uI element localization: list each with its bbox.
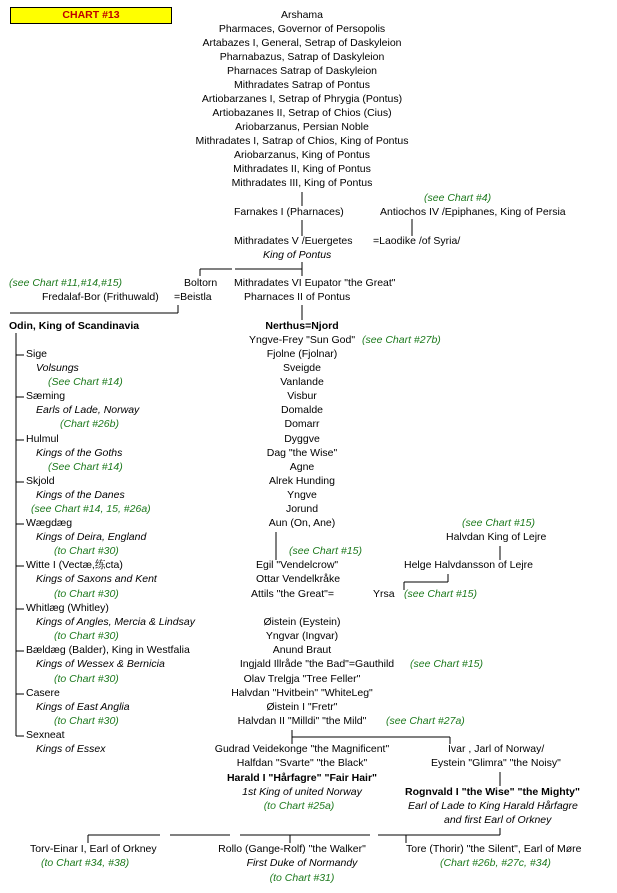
person-artiobarzanes-1: Artiobarzanes I, Setrap of Phrygia (Pontus) — [201, 93, 403, 105]
person-helge: Helge Halvdansson of Lejre — [404, 559, 533, 571]
person-olav: Olav Trelgja "Tree Feller" — [243, 673, 361, 685]
ref-chart-26b-27c-34: (Chart #26b, #27c, #34) — [440, 857, 551, 869]
ref-chart-15-a: (see Chart #15) — [462, 517, 535, 529]
person-agne: Agne — [289, 461, 315, 473]
ref-chart-25a: (to Chart #25a) — [263, 800, 335, 812]
title-king-pontus: King of Pontus — [263, 249, 332, 261]
person-artabazes: Artabazes I, General, Setrap of Daskyleion — [202, 37, 402, 49]
person-halfdan-svarte: Halfdan "Svarte" "the Black" — [236, 757, 368, 769]
ref-chart-15-d: (see Chart #15) — [410, 658, 483, 670]
title-first-earl: and first Earl of Orkney — [444, 814, 552, 826]
person-ingjald: Ingjald Illråde "the Bad"=Gauthild — [239, 658, 395, 670]
person-pharnaces-satrap: Pharnaces Satrap of Daskyleion — [227, 65, 377, 77]
person-baeldaeg: Bældæg (Balder), King in Westfalia — [26, 644, 190, 656]
person-yngvar: Yngvar (Ingvar) — [265, 630, 339, 642]
ref-chart-31: (to Chart #31) — [269, 872, 335, 884]
person-nerthus-njord: Nerthus=Njord — [265, 320, 339, 332]
person-visbur: Visbur — [287, 390, 317, 402]
person-dag: Dag "the Wise" — [266, 447, 338, 459]
person-mithradates-5: Mithradates V /Euergetes — [234, 235, 353, 247]
ref-chart-26b-a: (Chart #26b) — [60, 418, 119, 430]
person-skjold: Skjold — [26, 475, 55, 487]
person-pharnaces-2: Pharnaces II of Pontus — [244, 291, 351, 303]
person-antiochos: Antiochos IV /Epiphanes, King of Persia — [380, 206, 566, 218]
ref-chart-30-a: (to Chart #30) — [54, 545, 119, 557]
person-mithradates-1: Mithradates I, Satrap of Chios, King of Pontus — [195, 135, 409, 147]
title-earl-lade: Earl of Lade to King Harald Hårfagre — [408, 800, 578, 812]
desc-volsungs: Volsungs — [36, 362, 79, 374]
person-sveigde: Sveigde — [283, 362, 321, 374]
person-eystein-glimra: Eystein "Glimra" "the Noisy" — [431, 757, 561, 769]
person-casere: Casere — [26, 687, 60, 699]
person-gudrad: Gudrad Veidekonge "the Magnificent" — [214, 743, 390, 755]
ref-chart-30-e: (to Chart #30) — [54, 715, 119, 727]
person-waegdaeg: Wægdæg — [26, 517, 73, 529]
ref-chart-4: (see Chart #4) — [424, 192, 492, 204]
person-oistein: Øistein (Eystein) — [263, 616, 341, 628]
ref-chart-30-d: (to Chart #30) — [54, 673, 119, 685]
ref-chart-15-c: (see Chart #15) — [404, 588, 477, 600]
person-arshama: Arshama — [280, 9, 324, 21]
person-yngve-2: Yngve — [287, 489, 317, 501]
person-saeming: Sæming — [26, 390, 66, 402]
person-torv-einar: Torv-Einar I, Earl of Orkney — [30, 843, 157, 855]
ref-chart-27b: (see Chart #27b) — [362, 334, 441, 346]
title-harald: 1st King of united Norway — [242, 786, 362, 798]
person-vanlande: Vanlande — [280, 376, 324, 388]
person-oistein-fretr: Øistein I "Fretr" — [266, 701, 338, 713]
person-beistla: =Beistla — [174, 291, 212, 303]
person-tore: Tore (Thorir) "the Silent", Earl of Møre — [406, 843, 582, 855]
person-laodike: =Laodike /of Syria/ — [373, 235, 461, 247]
person-harald: Harald I "Hårfagre" "Fair Hair" — [226, 772, 378, 784]
person-hulmul: Hulmul — [26, 433, 59, 445]
person-aun: Aun (On, Ane) — [268, 517, 336, 529]
person-boltorn: Boltorn — [184, 277, 218, 289]
ref-chart-34-38: (to Chart #34, #38) — [41, 857, 130, 869]
ref-chart-30-c: (to Chart #30) — [54, 630, 119, 642]
person-egil: Egil "Vendelcrow" — [256, 559, 339, 571]
person-ivar: Ivar , Jarl of Norway/ — [448, 743, 545, 755]
ref-chart-11-14-15: (see Chart #11,#14,#15) — [9, 277, 123, 289]
person-attils: Attils "the Great"= — [251, 588, 335, 600]
desc-east-anglia: Kings of East Anglia — [36, 701, 130, 713]
desc-saxons-kent: Kings of Saxons and Kent — [36, 573, 157, 585]
ref-chart-30-b: (to Chart #30) — [54, 588, 119, 600]
person-pharmaces: Pharmaces, Governor of Persopolis — [218, 23, 386, 35]
person-fjolne: Fjolne (Fjolnar) — [266, 348, 338, 360]
ref-chart-14-15-26a: (see Chart #14, 15, #26a) — [31, 503, 151, 515]
person-pharnabazus: Pharnabazus, Satrap of Daskyleion — [219, 51, 385, 63]
person-jorund: Jorund — [285, 503, 319, 515]
ref-chart-14-b: (See Chart #14) — [48, 461, 123, 473]
desc-deira: Kings of Deira, England — [36, 531, 147, 543]
chart-title: CHART #13 — [10, 7, 172, 24]
person-anund: Anund Braut — [272, 644, 332, 656]
person-halvdan-lejre: Halvdan King of Lejre — [446, 531, 547, 543]
person-ottar: Ottar Vendelkråke — [256, 573, 341, 585]
person-farnakes: Farnakes I (Pharnaces) — [234, 206, 344, 218]
person-rognvald: Rognvald I "the Wise" "the Mighty" — [405, 786, 580, 798]
person-whitlaeg: Whitlæg (Whitley) — [26, 602, 109, 614]
person-ariobarzanus-noble: Ariobarzanus, Persian Noble — [235, 121, 369, 133]
ref-chart-27a: (see Chart #27a) — [386, 715, 465, 727]
person-mithradates-2: Mithradates II, King of Pontus — [233, 163, 371, 175]
person-artiobazanes-2: Artiobazanes II, Setrap of Chios (Cius) — [212, 107, 392, 119]
person-mithradates-3: Mithradates III, King of Pontus — [231, 177, 373, 189]
person-domarr: Domarr — [284, 418, 320, 430]
person-dyggve: Dyggve — [284, 433, 320, 445]
person-yngve-frey: Yngve-Frey "Sun God" — [248, 334, 356, 346]
person-rollo: Rollo (Gange-Rolf) "the Walker" — [218, 843, 366, 855]
title-normandy: First Duke of Normandy — [246, 857, 358, 869]
desc-wessex: Kings of Wessex & Bernicia — [36, 658, 165, 670]
person-halvdan-2: Halvdan II "Milldi" "the Mild" — [237, 715, 367, 727]
person-sexneat: Sexneat — [26, 729, 65, 741]
desc-earls-lade: Earls of Lade, Norway — [36, 404, 140, 416]
person-halvdan-hvitbein: Halvdan "Hvitbein" "WhiteLeg" — [231, 687, 373, 699]
desc-goths: Kings of the Goths — [36, 447, 123, 459]
ref-chart-14-a: (See Chart #14) — [48, 376, 123, 388]
person-ariobarzanus-king: Ariobarzanus, King of Pontus — [234, 149, 370, 161]
person-sige: Sige — [26, 348, 48, 360]
person-alrek: Alrek Hunding — [269, 475, 335, 487]
person-domalde: Domalde — [280, 404, 324, 416]
person-odin: Odin, King of Scandinavia — [9, 320, 140, 332]
desc-essex: Kings of Essex — [36, 743, 106, 755]
desc-angles-mercia: Kings of Angles, Mercia & Lindsay — [36, 616, 195, 628]
person-witte: Witte I (Vectæ,练cta) — [26, 559, 123, 571]
person-yrsa: Yrsa — [373, 588, 395, 600]
person-fredalaf: Fredalaf-Bor (Frithuwald) — [42, 291, 159, 303]
person-mithradates-6: Mithradates VI Eupator "the Great" — [234, 277, 396, 289]
ref-chart-15-b: (see Chart #15) — [289, 545, 362, 557]
person-mithradates-satrap: Mithradates Satrap of Pontus — [234, 79, 370, 91]
desc-danes: Kings of the Danes — [36, 489, 125, 501]
